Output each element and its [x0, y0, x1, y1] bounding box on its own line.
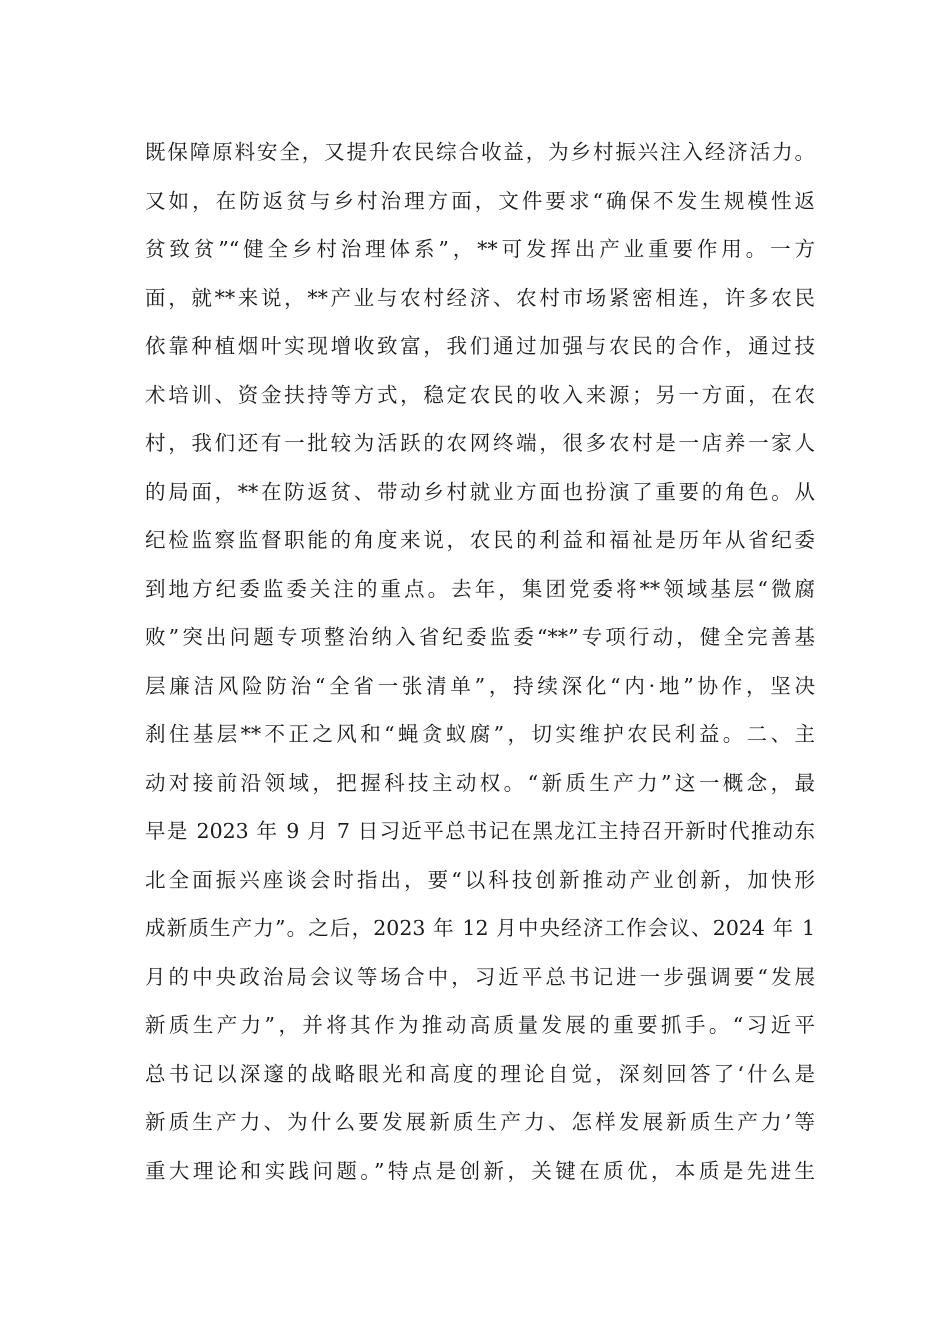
- text-line-15: 早是 2023 年 9 月 7 日习近平总书记在黑龙江主持召开新时代推动东: [145, 819, 815, 843]
- text-line-12: 层廉洁风险防治“全省一张清单”，持续深化“内·地”协作，坚决: [145, 673, 815, 698]
- body-text: [145, 128, 815, 1195]
- text-line-7: 村，我们还有一批较为活跃的农网终端，很多农村是一店养一家人: [145, 431, 815, 455]
- text-line-18: 月的中央政治局会议等场合中，习近平总书记进一步强调要“发展: [145, 964, 815, 989]
- text-line-13: 刹住基层**不正之风和“蝇贪蚁腐”，切实维护农民利益。二、主: [145, 722, 815, 746]
- text-line-19: 新质生产力”，并将其作为推动高质量发展的重要抓手。“习近平: [145, 1013, 815, 1037]
- text-line-20: 总书记以深邃的战略眼光和高度的理论自觉，深刻回答了‘什么是: [145, 1061, 815, 1086]
- text-line-16: 北全面振兴座谈会时指出，要“以科技创新推动产业创新，加快形: [145, 867, 815, 892]
- text-line-8: 的局面，**在防返贫、带动乡村就业方面也扮演了重要的角色。从: [145, 479, 815, 504]
- text-line-6: 术培训、资金扶持等方式，稳定农民的收入来源；另一方面，在农: [145, 382, 815, 407]
- text-line-1: 既保障原料安全，又提升农民综合收益，为乡村振兴注入经济活力。: [145, 140, 815, 164]
- text-line-22: 重大理论和实践问题。”特点是创新，关键在质优，本质是先进生: [145, 1158, 815, 1183]
- text-line-17: 成新质生产力”。之后，2023 年 12 月中央经济工作会议、2024 年 1: [145, 916, 815, 940]
- text-line-4: 面，就**来说，**产业与农村经济、农村市场紧密相连，许多农民: [145, 285, 815, 310]
- text-line-11: 败”突出问题专项整治纳入省纪委监委“**”专项行动，健全完善基: [145, 625, 815, 649]
- text-line-3: 贫致贫”“健全乡村治理体系”，**可发挥出产业重要作用。一方: [145, 237, 815, 261]
- text-line-10: 到地方纪委监委关注的重点。去年，集团党委将**领域基层“微腐: [145, 576, 815, 601]
- text-line-21: 新质生产力、为什么要发展新质生产力、怎样发展新质生产力’等: [145, 1110, 815, 1134]
- text-line-2: 又如，在防返贫与乡村治理方面，文件要求“确保不发生规模性返: [145, 188, 815, 213]
- text-line-14: 动对接前沿领域，把握科技主动权。“新质生产力”这一概念，最: [145, 770, 815, 795]
- text-line-5: 依靠种植烟叶实现增收致富，我们通过加强与农民的合作，通过技: [145, 334, 815, 358]
- text-line-9: 纪检监察监督职能的角度来说，农民的利益和福祉是历年从省纪委: [145, 528, 815, 552]
